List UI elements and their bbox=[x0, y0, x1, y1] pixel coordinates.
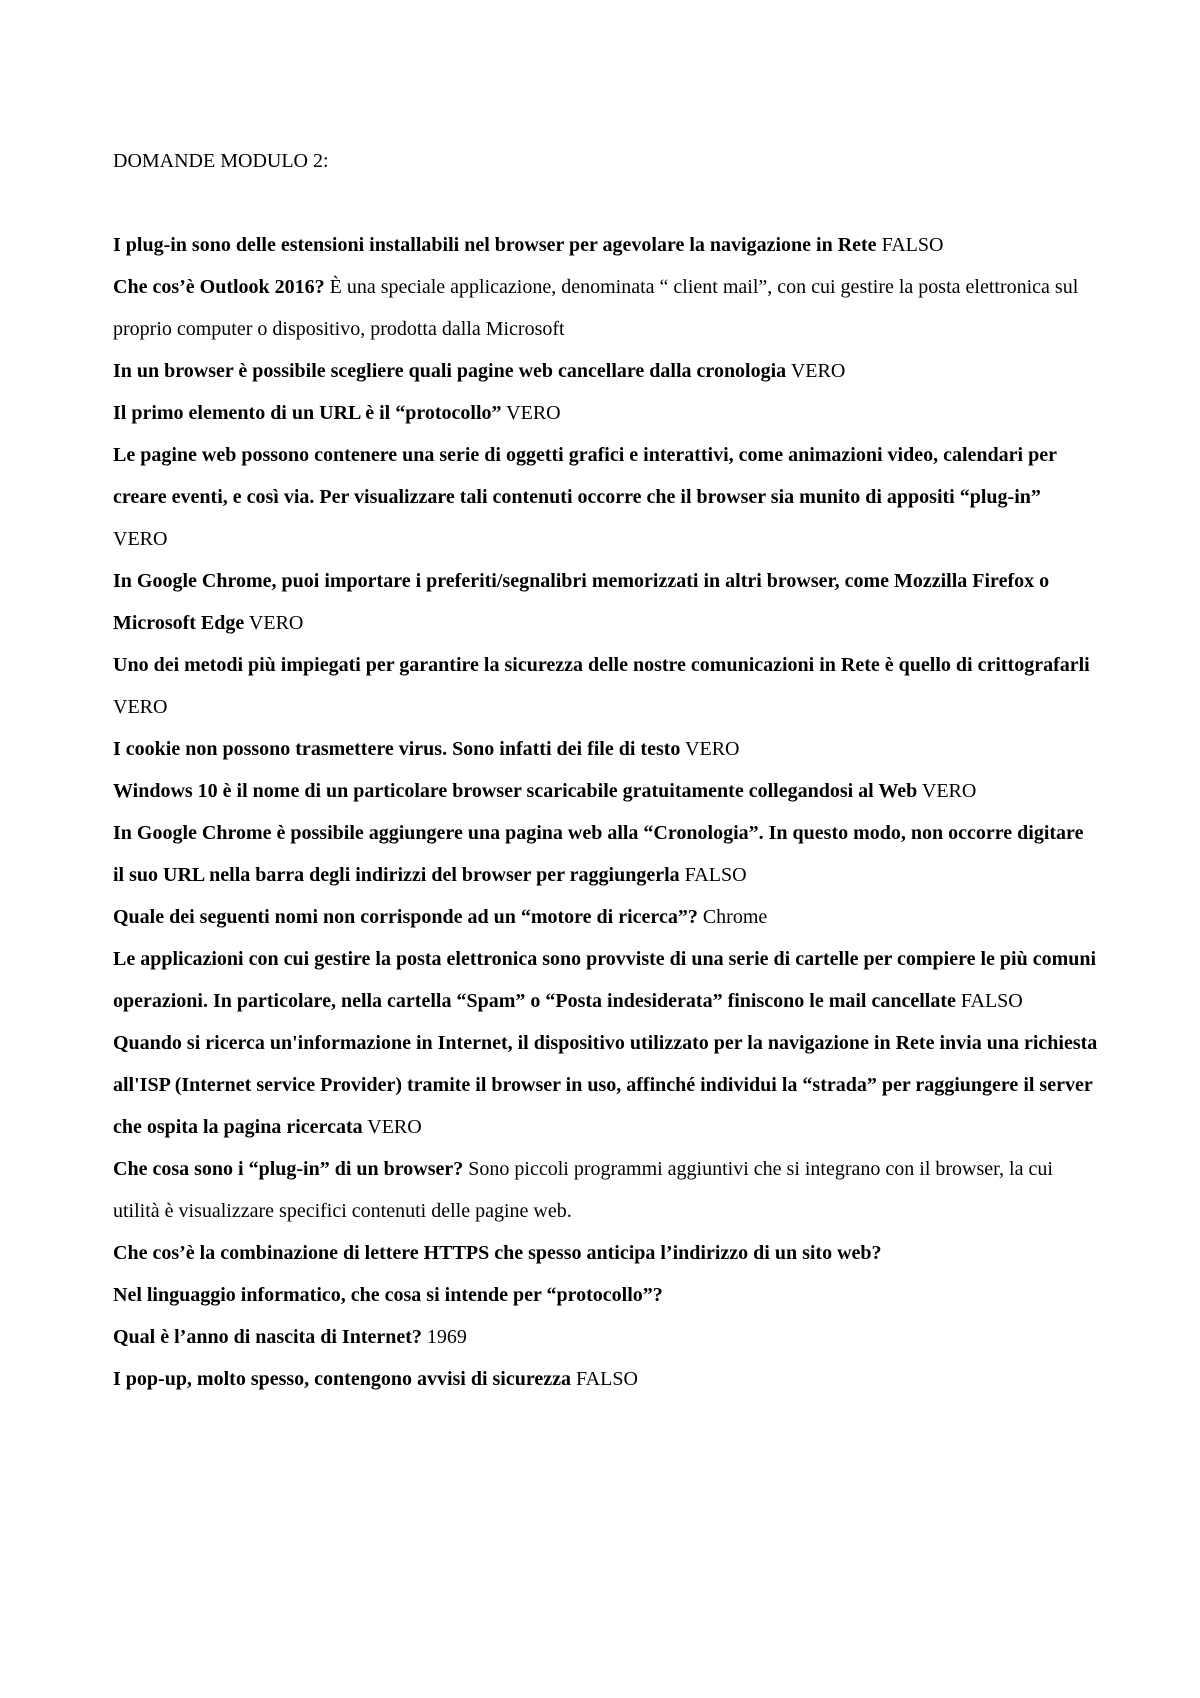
qa-paragraph bbox=[113, 392, 1098, 434]
question-text: In Google Chrome, puoi importare i preferiti/segnalibri memorizzati in altri browser, come Mozzilla Firefox o Microsoft Edge bbox=[113, 570, 1050, 634]
question-text: Le pagine web possono contenere una serie di oggetti grafici e interattivi, come animazioni video, calendari per creare eventi, e così via. Per visualizzare tali contenuti occorre che il browser sia munito di appositi “plug-in” bbox=[113, 444, 1057, 508]
question-text: Che cos’è Outlook 2016? bbox=[113, 276, 325, 298]
qa-paragraph bbox=[113, 224, 1098, 266]
qa-list bbox=[113, 224, 1098, 1400]
question-text: Le applicazioni con cui gestire la posta elettronica sono provviste di una serie di cartelle per compiere le più comuni operazioni. In particolare, nella cartella “Spam” o “Posta indesiderata” finiscono le mail cancellate bbox=[113, 948, 1097, 1012]
answer-text: È una speciale applicazione, denominata “ client mail”, con cui gestire la posta elettronica sul proprio computer o dispositivo, prodotta dalla Microsoft bbox=[113, 276, 1079, 340]
question-text: In Google Chrome è possibile aggiungere una pagina web alla “Cronologia”. In questo modo, non occorre digitare il suo URL nella barra degli indirizzi del browser per raggiungerla bbox=[113, 822, 1084, 886]
document-title: DOMANDE MODULO 2: bbox=[113, 150, 329, 172]
answer-text: FALSO bbox=[679, 864, 747, 886]
qa-paragraph bbox=[113, 1232, 1098, 1274]
question-text: Nel linguaggio informatico, che cosa si intende per “protocollo”? bbox=[113, 1284, 663, 1306]
qa-paragraph bbox=[113, 896, 1098, 938]
document-page bbox=[113, 140, 1098, 1400]
answer-text: FALSO bbox=[571, 1368, 638, 1390]
qa-paragraph bbox=[113, 434, 1098, 560]
answer-text: VERO bbox=[113, 528, 168, 550]
answer-text: Chrome bbox=[697, 906, 768, 928]
question-text: Il primo elemento di un URL è il “protocollo” bbox=[113, 402, 502, 424]
qa-paragraph bbox=[113, 1148, 1098, 1232]
qa-paragraph bbox=[113, 350, 1098, 392]
qa-paragraph bbox=[113, 938, 1098, 1022]
question-text: Qual è l’anno di nascita di Internet? bbox=[113, 1326, 422, 1348]
answer-text: Sono piccoli programmi aggiuntivi che si integrano con il browser, la cui utilità è visualizzare specifici contenuti delle pagine web. bbox=[113, 1158, 1053, 1222]
question-text: I cookie non possono trasmettere virus. Sono infatti dei file di testo bbox=[113, 738, 681, 760]
question-text: Che cosa sono i “plug-in” di un browser? bbox=[113, 1158, 464, 1180]
answer-text: 1969 bbox=[421, 1326, 467, 1348]
question-text: Uno dei metodi più impiegati per garantire la sicurezza delle nostre comunicazioni in Rete è quello di crittografarli bbox=[113, 654, 1090, 676]
answer-text: VERO bbox=[501, 402, 561, 424]
answer-text: VERO bbox=[244, 612, 304, 634]
question-text: I plug-in sono delle estensioni installabili nel browser per agevolare la navigazione in Rete bbox=[113, 234, 877, 256]
question-text: Quando si ricerca un'informazione in Internet, il dispositivo utilizzato per la navigazione in Rete invia una richiesta all'ISP (Internet service Provider) tramite il browser in uso, affinché individui la “strada” per raggiungere il server che ospita la pagina ricercata bbox=[113, 1032, 1098, 1138]
qa-paragraph bbox=[113, 728, 1098, 770]
qa-paragraph bbox=[113, 1358, 1098, 1400]
qa-paragraph bbox=[113, 560, 1098, 644]
question-text: Che cos’è la combinazione di lettere HTTPS che spesso anticipa l’indirizzo di un sito web? bbox=[113, 1242, 882, 1264]
question-text: Windows 10 è il nome di un particolare browser scaricabile gratuitamente collegandosi al Web bbox=[113, 780, 918, 802]
question-text: In un browser è possibile scegliere quali pagine web cancellare dalla cronologia bbox=[113, 360, 787, 382]
answer-text: VERO bbox=[113, 696, 168, 718]
answer-text: FALSO bbox=[955, 990, 1023, 1012]
answer-text: VERO bbox=[917, 780, 977, 802]
question-text: Quale dei seguenti nomi non corrisponde ad un “motore di ricerca”? bbox=[113, 906, 698, 928]
answer-text: VERO bbox=[680, 738, 740, 760]
qa-paragraph bbox=[113, 770, 1098, 812]
answer-text: FALSO bbox=[876, 234, 944, 256]
question-text: I pop-up, molto spesso, contengono avvisi di sicurezza bbox=[113, 1368, 572, 1390]
qa-paragraph bbox=[113, 1274, 1098, 1316]
answer-text: VERO bbox=[786, 360, 846, 382]
answer-text: VERO bbox=[362, 1116, 422, 1138]
qa-paragraph bbox=[113, 812, 1098, 896]
qa-paragraph bbox=[113, 644, 1098, 728]
qa-paragraph bbox=[113, 266, 1098, 350]
qa-paragraph bbox=[113, 1316, 1098, 1358]
qa-paragraph bbox=[113, 1022, 1098, 1148]
